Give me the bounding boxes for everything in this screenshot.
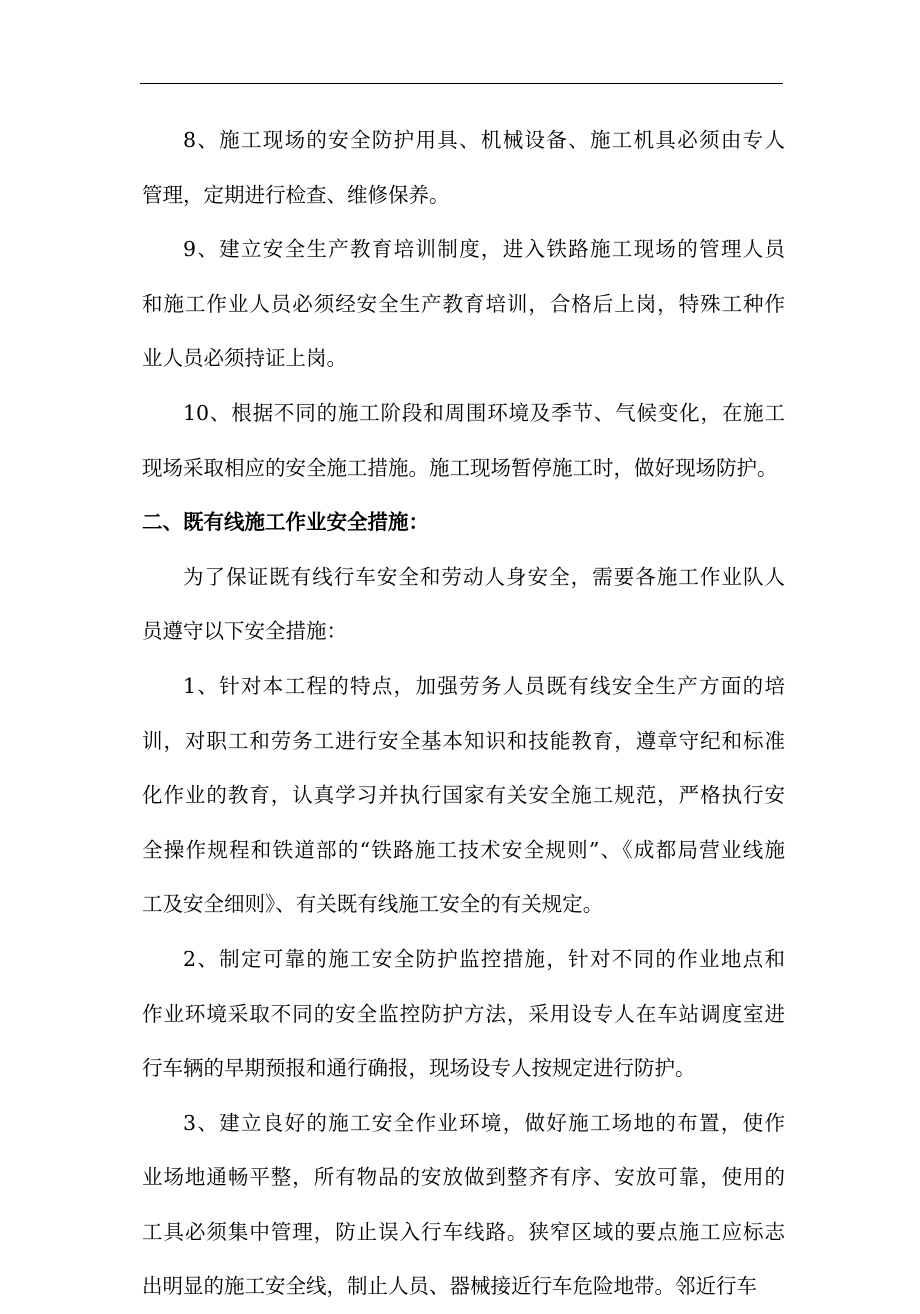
paragraph bbox=[142, 659, 785, 932]
paragraph bbox=[142, 113, 785, 222]
paragraph-line: 业场地通畅平整，所有物品的安放做到整齐有序、安放可靠，使用的 bbox=[142, 1165, 785, 1190]
paragraph bbox=[142, 932, 785, 1096]
paragraph-line: 全操作规程和铁道部的“铁路施工技术安全规则”、《成都局营业线施 bbox=[142, 837, 785, 862]
paragraph-line: 3、建立良好的施工安全作业环境，做好施工场地的布置，使作 bbox=[183, 1110, 785, 1135]
paragraph-line: 为了保证既有线行车安全和劳动人身安全，需要各施工作业队人 bbox=[183, 564, 785, 589]
paragraph-line: 2、制定可靠的施工安全防护监控措施，针对不同的作业地点和 bbox=[183, 946, 785, 971]
paragraph-line: 10、根据不同的施工阶段和周围环境及季节、气候变化，在施工 bbox=[183, 400, 785, 425]
paragraph-line: 化作业的教育，认真学习并执行国家有关安全施工规范，严格执行安 bbox=[142, 783, 785, 808]
paragraph-line: 行车辆的早期预报和通行确报，现场设专人按规定进行防护。 bbox=[142, 1056, 696, 1081]
paragraph bbox=[142, 1096, 785, 1314]
paragraph-line: 9、建立安全生产教育培训制度，进入铁路施工现场的管理人员 bbox=[183, 237, 785, 262]
paragraph-line: 8、施工现场的安全防护用具、机械设备、施工机具必须由专人 bbox=[183, 128, 785, 152]
paragraph bbox=[142, 550, 785, 659]
paragraph-line: 工具必须集中管理，防止误入行车线路。狭窄区域的要点施工应标志 bbox=[142, 1219, 785, 1244]
paragraph bbox=[142, 386, 785, 495]
heading-line: 二、既有线施工作业安全措施： bbox=[142, 510, 429, 535]
paragraph-line: 业人员必须持证上岗。 bbox=[142, 346, 347, 371]
document-body bbox=[142, 113, 785, 1314]
paragraph bbox=[142, 222, 785, 386]
section-heading bbox=[142, 495, 785, 550]
paragraph-line: 和施工作业人员必须经安全生产教育培训，合格后上岗，特殊工种作 bbox=[142, 291, 785, 316]
paragraph-line: 管理，定期进行检查、维修保养。 bbox=[142, 182, 450, 207]
header-rule bbox=[140, 83, 783, 84]
paragraph-line: 作业环境采取不同的安全监控防护方法，采用设专人在车站调度室进 bbox=[142, 1001, 785, 1026]
paragraph-line: 训，对职工和劳务工进行安全基本知识和技能教育，遵章守纪和标准 bbox=[142, 728, 785, 753]
paragraph-line: 工及安全细则》、有关既有线施工安全的有关规定。 bbox=[142, 892, 604, 917]
paragraph-line: 出明显的施工安全线，制止人员、器械接近行车危险地带。邻近行车 bbox=[142, 1274, 757, 1299]
paragraph-line: 员遵守以下安全措施： bbox=[142, 619, 347, 644]
paragraph-line: 1、针对本工程的特点，加强劳务人员既有线安全生产方面的培 bbox=[183, 673, 785, 698]
paragraph-line: 现场采取相应的安全施工措施。施工现场暂停施工时，做好现场防护。 bbox=[142, 455, 778, 480]
